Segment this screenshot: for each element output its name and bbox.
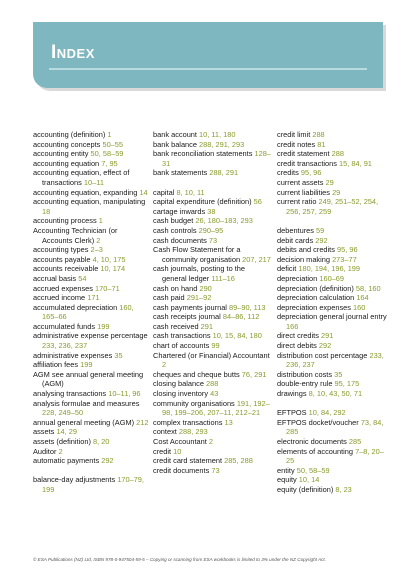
page-numbers: 7, 95 xyxy=(101,158,118,168)
index-term: accumulated funds xyxy=(33,321,96,331)
index-term: depreciation general journal entry xyxy=(277,312,387,322)
index-entry xyxy=(33,427,149,437)
index-entry xyxy=(277,284,391,294)
page-numbers: 180, 194, 196, 199 xyxy=(298,264,361,274)
page-numbers: 292 xyxy=(318,341,332,351)
index-term: capital expenditure (definition) xyxy=(153,197,252,207)
index-term: decision making xyxy=(277,254,330,264)
index-term: accrued expenses xyxy=(33,283,93,293)
index-term: current liabilities xyxy=(277,187,330,197)
index-entry xyxy=(153,226,271,236)
page-numbers: 50–55 xyxy=(102,139,124,149)
page-numbers: 171 xyxy=(87,293,100,303)
index-entry xyxy=(153,427,271,437)
index-entry xyxy=(153,437,271,447)
index-entry xyxy=(277,312,391,331)
index-entry xyxy=(277,408,391,418)
page-numbers: 35 xyxy=(114,350,123,360)
index-term: affiliation fees xyxy=(33,360,79,370)
page-numbers: 160 xyxy=(353,302,366,312)
index-term: distribution cost percentage xyxy=(277,350,368,360)
index-entry xyxy=(33,399,149,418)
index-term: accounting concepts xyxy=(33,139,101,149)
index-term: Cash Flow Statement for a community organisation xyxy=(153,245,241,264)
index-entry xyxy=(153,236,271,246)
index-term: accounting equation, expanding xyxy=(33,187,138,197)
index-entry xyxy=(33,130,149,140)
page-numbers: 56 xyxy=(253,197,262,207)
index-term: entity xyxy=(277,465,295,475)
page-numbers: 29 xyxy=(332,187,341,197)
index-term: accounting process xyxy=(33,216,97,226)
index-entry xyxy=(277,447,391,466)
index-entry xyxy=(33,197,149,216)
index-term: direct debits xyxy=(277,341,317,351)
index-entry xyxy=(33,245,149,255)
index-entry xyxy=(277,303,391,313)
index-term: Cost Accountant xyxy=(153,437,207,446)
index-term: AGM see annual general meeting (AGM) xyxy=(33,369,144,389)
page-numbers: 233, 236, 237 xyxy=(42,341,88,351)
index-entry xyxy=(153,130,271,140)
page-numbers: 73, 84, 285 xyxy=(286,417,384,437)
page-numbers: 2 xyxy=(208,437,214,446)
title-underline xyxy=(49,68,367,70)
index-term: cash paid xyxy=(153,293,185,303)
index-term: equity xyxy=(277,475,297,485)
index-entry xyxy=(277,274,391,284)
index-entry xyxy=(277,188,391,198)
index-entry xyxy=(277,351,391,370)
index-term: debit cards xyxy=(277,235,314,245)
index-term: closing balance xyxy=(153,379,204,389)
index-term: accounting equation, manipulating xyxy=(33,197,146,207)
index-term: assets (definition) xyxy=(33,437,91,446)
index-term: credit documents xyxy=(153,465,210,475)
page-numbers: 10, 15, 84, 180 xyxy=(212,331,262,341)
page-numbers: 10–11, 96 xyxy=(108,389,141,399)
index-entry xyxy=(33,188,149,198)
index-entry xyxy=(277,466,391,476)
page-title: Index xyxy=(51,42,95,63)
page-numbers: 170–71 xyxy=(95,283,120,293)
index-entry xyxy=(153,207,271,217)
page-numbers: 291 xyxy=(200,321,214,331)
index-term: annual general meeting (AGM) xyxy=(33,417,135,427)
index-entry xyxy=(33,159,149,169)
index-entry xyxy=(33,389,149,399)
index-term: cash on hand xyxy=(153,283,198,293)
index-entry xyxy=(153,140,271,150)
page-numbers: 10, 84, 292 xyxy=(308,408,346,418)
index-entry xyxy=(33,447,149,457)
page-numbers: 15, 84, 91 xyxy=(339,158,372,168)
index-term: capital xyxy=(153,187,175,197)
index-term: accounting equation, effect of transactions xyxy=(33,168,130,187)
index-term: bank balance xyxy=(153,139,197,149)
page-numbers: 95, 96 xyxy=(337,245,358,255)
page-numbers: 1 xyxy=(107,130,112,139)
page-numbers: 73 xyxy=(208,235,218,245)
index-entry xyxy=(33,351,149,361)
page-numbers: 199 xyxy=(80,360,93,370)
index-term: chart of accounts xyxy=(153,341,210,351)
index-term: bank reconciliation statements xyxy=(153,149,253,159)
index-entry xyxy=(33,264,149,274)
page-numbers: 288, 291, 293 xyxy=(199,139,245,149)
index-term: depreciation xyxy=(277,273,318,283)
page-numbers: 58, 160 xyxy=(355,283,381,293)
index-entry xyxy=(153,389,271,399)
index-term: depreciation calculation xyxy=(277,293,355,303)
index-entry xyxy=(277,255,391,265)
index-term: credit statement xyxy=(277,149,330,159)
index-entry xyxy=(277,475,391,485)
index-term: debentures xyxy=(277,225,314,235)
index-entry xyxy=(153,312,271,322)
index-term: accounting (definition) xyxy=(33,130,106,139)
index-entry xyxy=(277,149,391,159)
index-entry xyxy=(33,216,149,226)
index-entry xyxy=(153,341,271,351)
page-numbers: 10 xyxy=(173,446,182,456)
page-numbers: 50, 58–59 xyxy=(90,149,124,159)
index-entry xyxy=(153,456,271,466)
index-entry xyxy=(277,159,391,169)
index-entry xyxy=(153,322,271,332)
index-entry xyxy=(33,140,149,150)
page-numbers: 285 xyxy=(348,437,362,446)
index-term: equity (definition) xyxy=(277,484,334,494)
index-term: direct credits xyxy=(277,331,319,341)
index-term: cartage inwards xyxy=(153,206,206,216)
page-numbers: 59 xyxy=(316,225,325,235)
page-numbers: 207, 217 xyxy=(242,254,271,264)
page-numbers: 290–95 xyxy=(198,225,224,235)
letter-gap xyxy=(277,399,391,409)
index-term: bank account xyxy=(153,130,197,139)
index-entry xyxy=(33,322,149,332)
index-entry xyxy=(277,168,391,178)
index-term: accounting equation xyxy=(33,158,100,168)
index-term: analysing transactions xyxy=(33,389,107,399)
index-term: administrative expense percentage xyxy=(33,331,148,341)
page-numbers: 7–8, 20–25 xyxy=(286,446,384,466)
index-entry xyxy=(33,418,149,428)
index-entry xyxy=(153,188,271,198)
page-numbers: 26, 180–183, 293 xyxy=(195,216,253,226)
index-entry xyxy=(277,331,391,341)
index-term: cash budget xyxy=(153,216,194,226)
page-numbers: 38 xyxy=(207,206,216,216)
index-entry xyxy=(277,264,391,274)
page-numbers: 249, 251–52, 254, 256, 257, 259 xyxy=(286,197,379,216)
page-numbers: 1 xyxy=(98,216,103,226)
index-term: current ratio xyxy=(277,197,317,207)
index-term: assets xyxy=(33,427,55,437)
index-term: automatic payments xyxy=(33,456,100,466)
page-numbers: 8, 20 xyxy=(92,437,110,446)
page-numbers: 99 xyxy=(211,341,220,351)
index-columns xyxy=(33,130,388,540)
index-entry xyxy=(277,437,391,447)
page-numbers: 291–92 xyxy=(186,293,212,303)
index-entry xyxy=(33,360,149,370)
index-entry xyxy=(153,245,271,264)
page-numbers: 291 xyxy=(320,331,334,341)
index-entry xyxy=(153,351,271,370)
index-entry xyxy=(277,418,391,437)
index-term: cash receipts journal xyxy=(153,312,221,322)
page-numbers: 2 xyxy=(162,360,167,370)
index-term: distribution costs xyxy=(277,369,333,379)
index-term: cash received xyxy=(153,321,199,331)
index-term: complex transactions xyxy=(153,417,223,427)
index-term: credit xyxy=(153,446,172,456)
page-numbers: 228, 249–50 xyxy=(42,408,84,418)
page-numbers: 285, 288 xyxy=(224,456,253,466)
index-term: accounts payable xyxy=(33,254,91,264)
index-term: accounting types xyxy=(33,245,89,255)
index-entry xyxy=(277,389,391,399)
index-entry xyxy=(277,245,391,255)
page-numbers: 43 xyxy=(210,389,219,399)
page-numbers: 84–86, 112 xyxy=(222,312,260,322)
index-entry xyxy=(33,456,149,466)
index-entry xyxy=(33,331,149,350)
letter-gap xyxy=(277,216,391,226)
index-entry xyxy=(33,149,149,159)
index-term: double-entry rule xyxy=(277,379,333,389)
page-numbers: 292 xyxy=(101,456,114,466)
index-entry xyxy=(277,379,391,389)
index-entry xyxy=(153,216,271,226)
page-numbers: 73 xyxy=(211,465,220,475)
index-entry xyxy=(277,178,391,188)
index-entry xyxy=(33,303,149,322)
index-term: accounts receivable xyxy=(33,264,99,274)
index-banner xyxy=(33,22,383,88)
index-entry xyxy=(33,274,149,284)
index-term: closing inventory xyxy=(153,389,209,399)
page-numbers: 288 xyxy=(206,379,219,389)
page-numbers: 18 xyxy=(42,206,51,216)
index-term: drawings xyxy=(277,389,307,399)
page-numbers: 212 xyxy=(136,417,149,427)
page-numbers: 290 xyxy=(199,283,212,293)
page-numbers: 2–3 xyxy=(90,245,103,255)
page-numbers: 89–90, 113 xyxy=(229,302,266,312)
copyright-footer: © ESA Publications (NZ) Ltd, ISBN 978-0-947504-59-5 – Copying or scanning from ESA workbooks is limited to 3% under the NZ Copyright Act. xyxy=(33,557,326,562)
index-term: accounting entity xyxy=(33,149,89,159)
page-numbers: 199 xyxy=(97,321,110,331)
page-numbers: 10, 174 xyxy=(100,264,126,274)
index-entry xyxy=(153,168,271,178)
index-term: EFTPOS xyxy=(277,408,307,418)
index-term: bank statements xyxy=(153,168,208,178)
index-term: electronic documents xyxy=(277,437,347,446)
index-term: balance-day adjustments xyxy=(33,475,116,485)
page-numbers: 160–69 xyxy=(319,273,345,283)
page-numbers: 8, 23 xyxy=(335,484,352,494)
index-entry xyxy=(33,284,149,294)
index-entry xyxy=(33,168,149,187)
page-numbers: 10, 11, 180 xyxy=(199,130,236,139)
index-entry xyxy=(153,303,271,313)
page-numbers: 4, 10, 175 xyxy=(92,254,126,264)
letter-gap xyxy=(153,178,271,188)
index-term: credit card statement xyxy=(153,456,223,466)
index-entry xyxy=(277,140,391,150)
page-numbers: 76, 291 xyxy=(241,369,267,379)
letter-gap xyxy=(33,466,149,476)
page-numbers: 35 xyxy=(334,369,343,379)
index-term: elements of accounting xyxy=(277,446,354,456)
index-entry xyxy=(33,255,149,265)
index-term: depreciation expenses xyxy=(277,302,351,312)
index-entry xyxy=(277,197,391,216)
index-term: EFTPOS docket/voucher xyxy=(277,417,359,427)
index-term: deficit xyxy=(277,264,297,274)
page-numbers: 81 xyxy=(317,139,326,149)
index-term: community organisations xyxy=(153,398,235,408)
index-column-1 xyxy=(33,130,149,495)
index-entry xyxy=(153,370,271,380)
page-numbers: 288 xyxy=(331,149,344,159)
page-numbers: 13 xyxy=(224,417,233,427)
index-term: current assets xyxy=(277,177,324,187)
index-entry xyxy=(277,341,391,351)
index-entry xyxy=(153,447,271,457)
index-term: credit notes xyxy=(277,139,316,149)
index-entry xyxy=(33,293,149,303)
index-entry xyxy=(33,437,149,447)
index-term: cash payments journal xyxy=(153,302,227,312)
page-numbers: 8, 10, 43, 50, 71 xyxy=(308,389,363,399)
index-term: credit transactions xyxy=(277,158,337,168)
index-entry xyxy=(277,485,391,495)
page-numbers: 191, 192–98, 199–206, 207–11, 212–21 xyxy=(162,398,270,418)
page-numbers: 233, 236, 237 xyxy=(286,350,384,370)
page-numbers: 10, 14 xyxy=(298,475,320,485)
index-term: cash journals, posting to the general ledger xyxy=(153,264,246,283)
page-numbers: 288 xyxy=(312,130,325,139)
index-term: cash documents xyxy=(153,235,207,245)
page-numbers: 111–16 xyxy=(211,273,235,283)
index-entry xyxy=(153,293,271,303)
index-term: Auditor xyxy=(33,446,57,456)
index-column-3 xyxy=(277,130,391,495)
index-term: depreciation (definition) xyxy=(277,283,354,293)
page-numbers: 160, 165–66 xyxy=(42,302,134,322)
index-entry xyxy=(277,130,391,140)
page-numbers: 14 xyxy=(139,187,148,197)
page-numbers: 14, 29 xyxy=(56,427,77,437)
index-entry xyxy=(153,149,271,168)
index-term: cheques and cheque butts xyxy=(153,369,240,379)
index-entry xyxy=(153,379,271,389)
index-term: administrative expenses xyxy=(33,350,113,360)
index-term: Accounting Technician (or Accounts Clerk) xyxy=(33,225,118,245)
index-term: debits and credits xyxy=(277,245,335,255)
page-numbers: 128–31 xyxy=(162,149,271,168)
page-numbers: 170–79, 199 xyxy=(42,475,144,494)
page-numbers: 288, 291 xyxy=(209,168,239,178)
index-entry xyxy=(277,293,391,303)
index-term: context xyxy=(153,427,177,437)
index-entry xyxy=(153,399,271,418)
index-entry xyxy=(277,236,391,246)
index-term: analysis formulae and measures xyxy=(33,398,140,408)
page-numbers: 164 xyxy=(356,293,369,303)
index-entry xyxy=(153,418,271,428)
page-numbers: 288, 293 xyxy=(178,427,208,437)
index-term: accrual basis xyxy=(33,273,77,283)
index-column-2 xyxy=(153,130,271,475)
index-entry xyxy=(277,370,391,380)
page-numbers: 50, 58–59 xyxy=(296,465,330,475)
index-term: cash controls xyxy=(153,225,197,235)
index-entry xyxy=(153,466,271,476)
index-term: accrued income xyxy=(33,293,86,303)
index-entry xyxy=(33,475,149,494)
page-numbers: 2 xyxy=(58,446,63,456)
page-numbers: 292 xyxy=(315,235,328,245)
page-numbers: 166 xyxy=(286,321,299,331)
page-numbers: 2 xyxy=(96,235,101,245)
index-term: accumulated depreciation xyxy=(33,302,118,312)
page-numbers: 95, 96 xyxy=(300,168,322,178)
index-entry xyxy=(277,226,391,236)
index-entry xyxy=(153,331,271,341)
page-numbers: 95, 175 xyxy=(334,379,360,389)
index-entry xyxy=(153,264,271,283)
index-entry xyxy=(153,284,271,294)
index-term: credits xyxy=(277,168,299,178)
page-numbers: 10–11 xyxy=(83,177,104,187)
index-term: cash transactions xyxy=(153,331,211,341)
index-entry xyxy=(153,197,271,207)
page-numbers: 54 xyxy=(78,273,87,283)
index-entry xyxy=(33,226,149,245)
index-term: Chartered (or Financial) Accountant xyxy=(153,350,270,360)
page-numbers: 273–77 xyxy=(332,254,357,264)
index-entry xyxy=(33,370,149,389)
page-numbers: 29 xyxy=(325,177,334,187)
index-term: credit limit xyxy=(277,130,311,139)
page-numbers: 8, 10, 11 xyxy=(176,187,205,197)
